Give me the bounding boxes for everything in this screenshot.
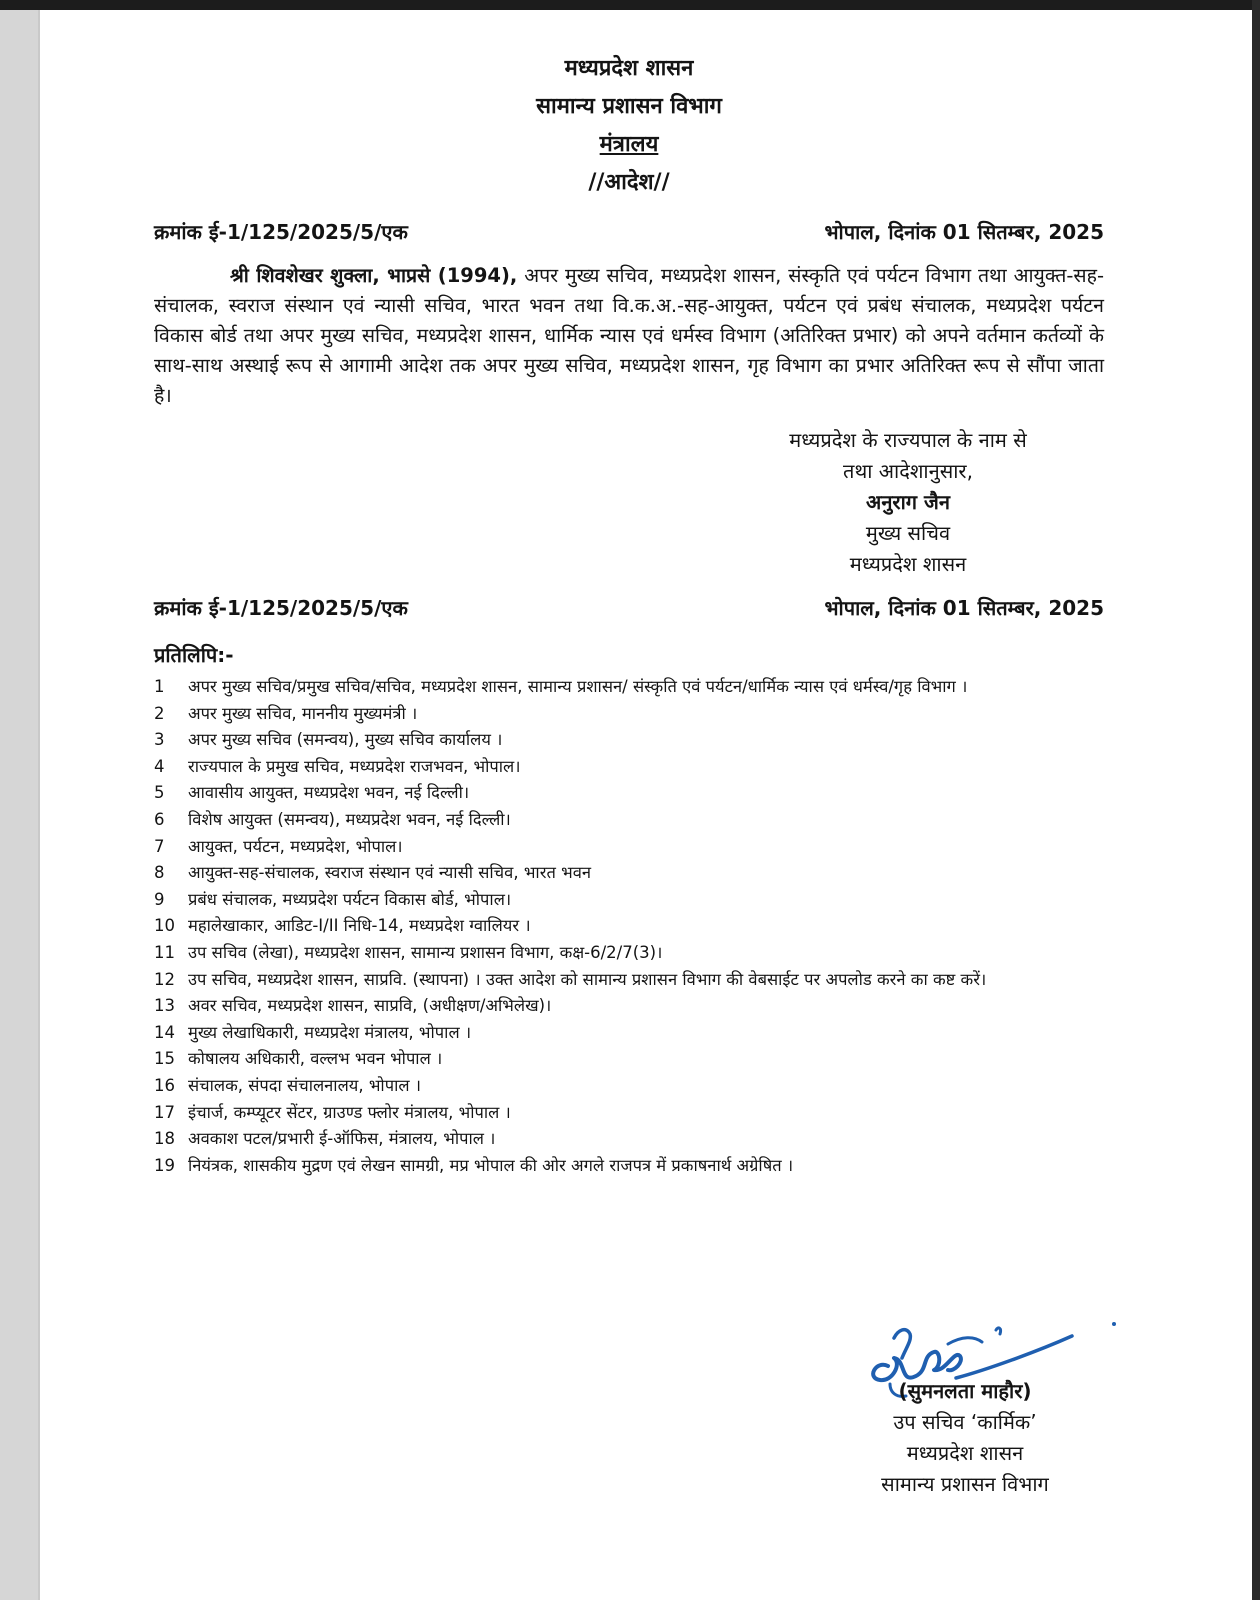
list-item [154,807,1104,834]
letterhead [154,50,1104,202]
copy-to-list [154,674,1104,1179]
list-item [154,887,1104,914]
list-item-text: संचालक, संपदा संचालनालय, भोपाल । [188,1075,422,1095]
list-item-text: अपर मुख्य सचिव/प्रमुख सचिव/सचिव, मध्यप्रदेश शासन, सामान्य प्रशासन/ संस्कृति एवं पर्यटन/धार्मिक न्यास एवं धर्मस्व/गृह विभाग । [188,677,968,696]
list-item [154,940,1104,967]
reference-line [154,218,1104,245]
list-item [154,1073,1104,1100]
list-item-number: 11 [154,942,175,962]
list-item [154,993,1104,1020]
deputy-secretary-designation: उप सचिव ‘कार्मिक’ [893,1410,1037,1434]
list-item-number: 7 [154,836,165,856]
list-item [154,701,1104,728]
order-paragraph [154,261,1104,411]
order-body: अपर मुख्य सचिव, मध्यप्रदेश शासन, संस्कृति एवं पर्यटन विभाग तथा आयुक्त-सह-संचालक, स्वराज संस्थान एवं न्यासी सचिव, भारत भवन तथा वि.क.अ.-सह-आयुक्त, पर्यटन एवं प्रबंध संचालक, मध्यप्रदेश पर्यटन विकास बोर्ड तथा अपर मुख्य सचिव, मध्यप्रदेश शासन, धार्मिक न्यास एवं धर्मस्व विभाग (अतिरिक्त प्रभार) को अपने वर्तमान कर्तव्यों के साथ-साथ अस्थाई रूप से आगामी आदेश तक अपर मुख्य सचिव, मध्यप्रदेश शासन, गृह विभाग का प्रभार अतिरिक्त रूप से सौंपा जाता है। [154,264,1105,407]
list-item-text: प्रबंध संचालक, मध्यप्रदेश पर्यटन विकास बोर्ड, भोपाल। [188,889,512,909]
list-item-text: नियंत्रक, शासकीय मुद्रण एवं लेखन सामग्री, मप्र भोपाल की ओर अगले राजपत्र में प्रकाषनार्थ अग्रेषित । [188,1155,794,1175]
list-item [154,754,1104,781]
list-item-number: 18 [154,1129,175,1149]
list-item-number: 5 [154,783,165,803]
deputy-secretary-signature-block [835,1376,1095,1500]
copy-to-heading: प्रतिलिपि:- [154,643,234,667]
list-item-number: 17 [154,1102,175,1122]
list-item [154,1100,1104,1127]
list-item-text: उप सचिव, मध्यप्रदेश शासन, साप्रवि. (स्थापना) । उक्त आदेश को सामान्य प्रशासन विभाग की वेबसाईट पर अपलोड करने का कष्ट करें। [188,969,987,989]
chief-secretary-signature-block [748,425,1068,580]
list-item [154,1126,1104,1153]
document-content [154,50,1104,1179]
list-item [154,674,1104,701]
list-item-text: विशेष आयुक्त (समन्वय), मध्यप्रदेश भवन, नई दिल्ली। [188,809,511,829]
list-item-text: महालेखाकार, आडिट-I/II निधि-14, मध्यप्रदेश ग्वालियर । [188,916,531,936]
department-title: सामान्य प्रशासन विभाग [536,94,722,119]
list-item-number: 3 [154,730,165,750]
list-item-text: आयुक्त, पर्यटन, मध्यप्रदेश, भोपाल। [188,836,403,856]
reference-date-2: भोपाल, दिनांक 01 सितम्बर, 2025 [824,596,1104,620]
list-item-text: उप सचिव (लेखा), मध्यप्रदेश शासन, सामान्य प्रशासन विभाग, कक्ष-6/2/7(3)। [188,942,663,962]
deputy-secretary-name: (सुमनलता माहौर) [898,1379,1032,1403]
list-item-text: कोषालय अधिकारी, वल्लभ भवन भोपाल । [188,1049,443,1069]
list-item-text: आवासीय आयुक्त, मध्यप्रदेश भवन, नई दिल्ली। [188,783,470,803]
document-page [40,10,1252,1600]
list-item-text: अपर मुख्य सचिव (समन्वय), मुख्य सचिव कार्यालय । [188,730,503,750]
list-item-text: आयुक्त-सह-संचालक, स्वराज संस्थान एवं न्यासी सचिव, भारत भवन [188,863,592,883]
list-item [154,727,1104,754]
reference-line-2 [154,594,1104,621]
list-item-number: 9 [154,889,165,909]
reference-number-2: क्रमांक ई-1/125/2025/5/एक [154,596,408,620]
list-item-number: 15 [154,1049,175,1069]
list-item [154,1046,1104,1073]
list-item-text: अपर मुख्य सचिव, माननीय मुख्यमंत्री । [188,703,418,723]
signatory-designation: मुख्य सचिव [865,521,951,545]
officer-name: श्री शिवशेखर शुक्ला, भाप्रसे (1994), [230,264,518,287]
reference-date: भोपाल, दिनांक 01 सितम्बर, 2025 [824,220,1104,244]
ministry-title [154,126,1104,164]
list-item-number: 13 [154,996,175,1016]
list-item-number: 8 [154,863,165,883]
order-heading: //आदेश// [588,170,670,195]
reference-number: क्रमांक ई-1/125/2025/5/एक [154,220,408,244]
list-item-text: मुख्य लेखाधिकारी, मध्यप्रदेश मंत्रालय, भोपाल । [188,1022,472,1042]
signatory-name: अनुराग जैन [866,490,950,514]
list-item-number: 6 [154,809,165,829]
list-item-text: अवर सचिव, मध्यप्रदेश शासन, साप्रवि, (अधीक्षण/अभिलेख)। [188,996,552,1016]
signatory-office: मध्यप्रदेश शासन [849,552,967,576]
list-item [154,860,1104,887]
list-item [154,913,1104,940]
list-item-number: 1 [154,677,165,696]
list-item [154,1153,1104,1180]
deputy-secretary-office: मध्यप्रदेश शासन [906,1441,1024,1465]
window-right-edge [1252,0,1260,1600]
list-item-text: राज्यपाल के प्रमुख सचिव, मध्यप्रदेश राजभवन, भोपाल। [188,756,521,776]
list-item-number: 10 [154,916,175,936]
list-item-number: 14 [154,1022,175,1042]
authority-line-1: मध्यप्रदेश के राज्यपाल के नाम से [789,428,1027,452]
list-item [154,1020,1104,1047]
list-item-number: 16 [154,1075,175,1095]
deputy-secretary-department: सामान्य प्रशासन विभाग [881,1472,1049,1496]
list-item-number: 12 [154,969,175,989]
list-item-number: 2 [154,703,165,723]
list-item [154,780,1104,807]
list-item [154,834,1104,861]
authority-line-2: तथा आदेशानुसार, [843,459,973,483]
list-item-text: अवकाश पटल/प्रभारी ई-ऑफिस, मंत्रालय, भोपाल । [188,1129,496,1149]
government-title: मध्यप्रदेश शासन [564,56,694,81]
ministry-label: मंत्रालय [599,132,659,157]
list-item [154,967,1104,994]
list-item-number: 4 [154,756,165,776]
window-top-edge [0,0,1260,10]
list-item-number: 19 [154,1155,175,1175]
list-item-text: इंचार्ज, कम्प्यूटर सेंटर, ग्राउण्ड फ्लोर मंत्रालय, भोपाल । [188,1102,511,1122]
